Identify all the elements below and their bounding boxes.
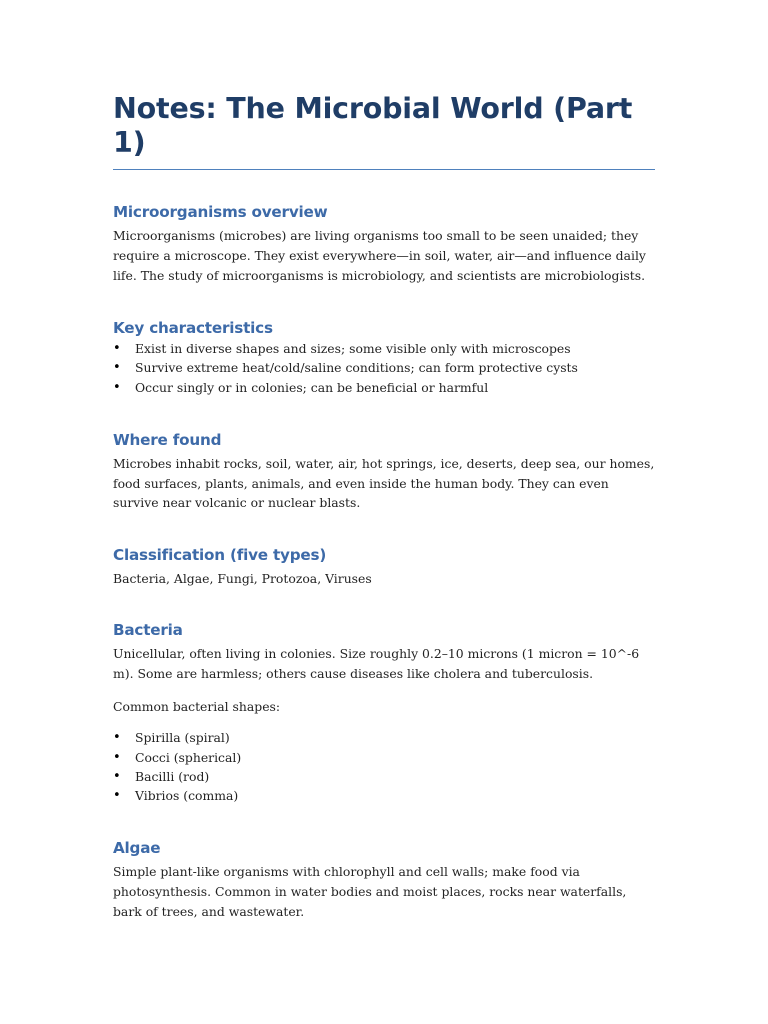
- bullet-icon: •: [113, 768, 121, 784]
- bacteria-paragraph: Unicellular, often living in colonies. Size roughly 0.2–10 microns (1 micron = 10^-6 m). Some are harmless; others cause diseases like cholera and tuberculosis.: [113, 646, 640, 682]
- section-heading-algae: Algae: [113, 839, 161, 858]
- bacteria-shapes-list: [113, 728, 655, 805]
- list-item-text: Vibrios (comma): [135, 788, 239, 804]
- section-heading-key-characteristics: Key characteristics: [113, 319, 273, 338]
- section-heading-classification: Classification (five types): [113, 545, 327, 564]
- list-item: [113, 358, 655, 377]
- section-heading-bacteria: Bacteria: [113, 621, 183, 640]
- bullet-icon: •: [113, 788, 121, 804]
- list-item: [113, 767, 655, 786]
- bullet-icon: •: [113, 749, 121, 765]
- section-algae: [113, 838, 655, 921]
- bacteria-shapes-intro: Common bacterial shapes:: [113, 698, 281, 714]
- list-item: [113, 378, 655, 397]
- list-item: [113, 339, 655, 358]
- section-heading-where-found: Where found: [113, 431, 222, 450]
- list-item: [113, 786, 655, 805]
- list-item-text: Occur singly or in colonies; can be beneficial or harmful: [135, 379, 489, 395]
- list-item-text: Spirilla (spiral): [135, 730, 230, 746]
- bullet-icon: •: [113, 341, 121, 357]
- document-page: [113, 92, 655, 921]
- where-found-paragraph: Microbes inhabit rocks, soil, water, air, hot springs, ice, deserts, deep sea, our homes, food surfaces, plants, animals, and even inside the human body. They can even survive near volcanic or nuclear blasts.: [113, 456, 655, 511]
- overview-paragraph: Microorganisms (microbes) are living organisms too small to be seen unaided; they require a microscope. They exist everywhere—in soil, water, air—and influence daily life. The study of microorganisms is microbiology, and scientists are microbiologists.: [113, 228, 646, 283]
- bullet-icon: •: [113, 730, 121, 746]
- section-key-characteristics: [113, 318, 655, 397]
- section-overview: [113, 202, 655, 285]
- section-heading-overview: Microorganisms overview: [113, 203, 328, 222]
- list-item: [113, 748, 655, 767]
- bullet-icon: •: [113, 360, 121, 376]
- algae-paragraph: Simple plant-like organisms with chlorophyll and cell walls; make food via photosynthesis. Common in water bodies and moist places, rocks near waterfalls, bark of trees, and wastewater.: [113, 864, 627, 919]
- list-item-text: Cocci (spherical): [135, 749, 242, 765]
- list-item-text: Survive extreme heat/cold/saline conditions; can form protective cysts: [135, 360, 578, 376]
- list-item-text: Exist in diverse shapes and sizes; some visible only with microscopes: [135, 341, 571, 357]
- section-classification: [113, 545, 655, 589]
- section-where-found: [113, 430, 655, 513]
- list-item: [113, 728, 655, 747]
- page-title: Notes: The Microbial World (Part 1): [113, 92, 655, 170]
- bullet-icon: •: [113, 379, 121, 395]
- section-bacteria: [113, 620, 655, 805]
- list-item-text: Bacilli (rod): [135, 768, 210, 784]
- classification-paragraph: Bacteria, Algae, Fungi, Protozoa, Viruses: [113, 570, 372, 586]
- characteristics-list: [113, 339, 655, 397]
